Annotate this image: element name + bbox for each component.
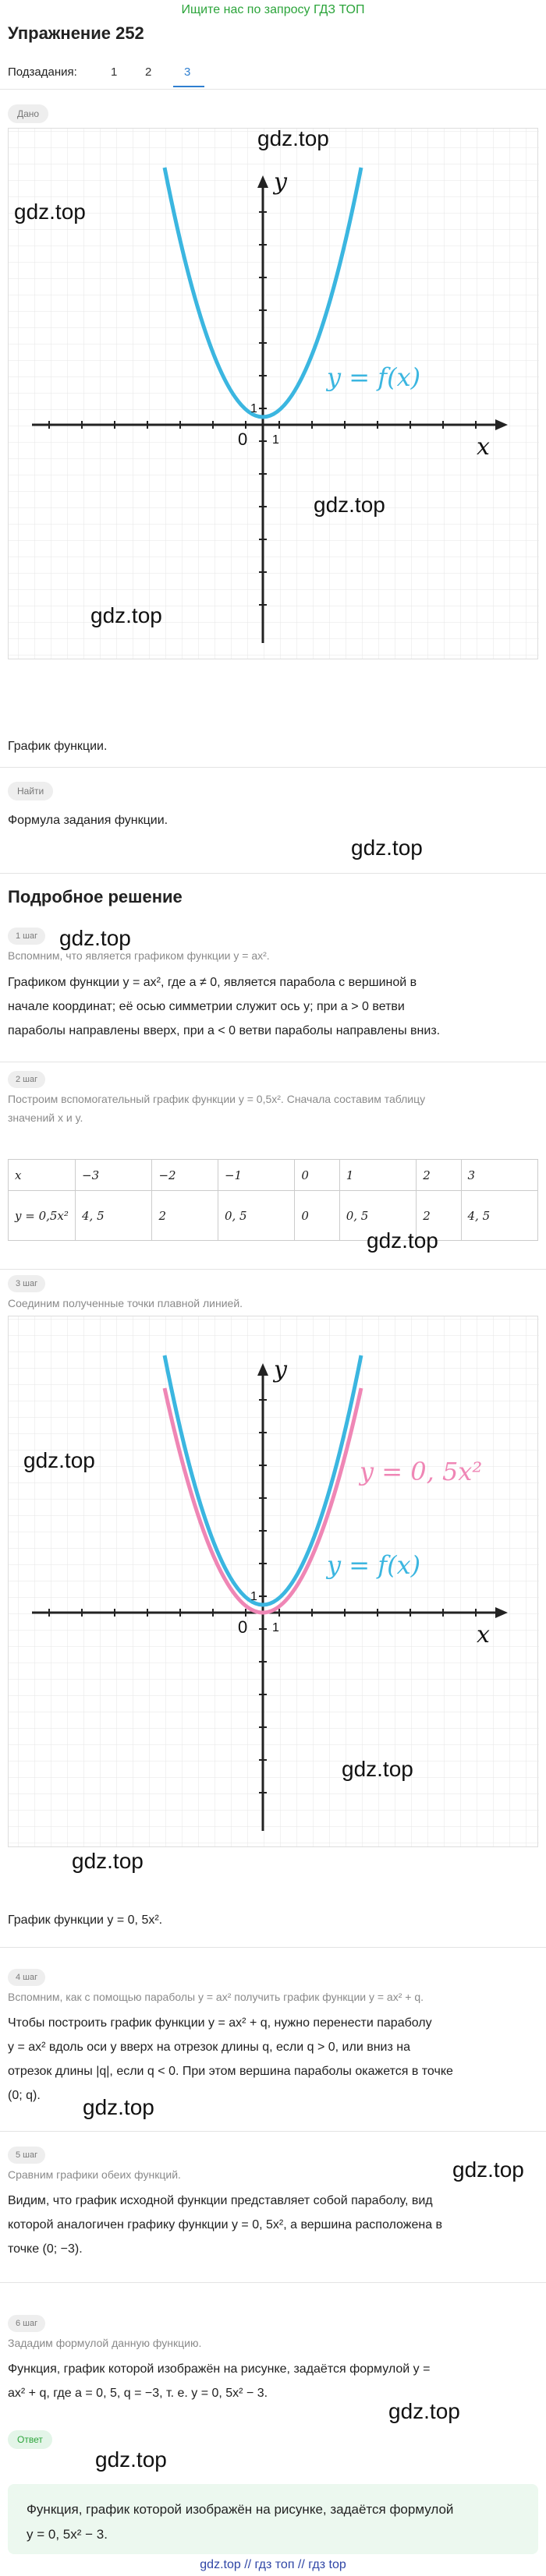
table-cell: x [9, 1160, 76, 1191]
solution-title: Подробное решение [8, 887, 183, 906]
subtask-tab-3[interactable]: 3 [184, 65, 191, 79]
table-cell: 2 [417, 1191, 461, 1241]
step-6-label: 6 шаг [8, 2315, 45, 2332]
watermark: gdz.top [314, 493, 385, 517]
step-5-line-3: точке (0; −3). [8, 2242, 83, 2256]
table-cell: y = 0,5x² [9, 1191, 76, 1241]
table-cell: −1 [218, 1160, 294, 1191]
divider [0, 767, 546, 768]
watermark: gdz.top [59, 926, 131, 950]
divider [0, 2131, 546, 2132]
curve-f-label: y = f(x) [327, 362, 421, 392]
step-4-hint: Вспомним, как с помощью параболы y = ax² получить график функции y = ax² + q. [8, 1991, 424, 2003]
given-label: Дано [8, 104, 48, 123]
step-5-hint: Сравним графики обеих функций. [8, 2168, 181, 2181]
find-label: Найти [8, 782, 53, 800]
subtask-tab-1[interactable]: 1 [111, 65, 118, 79]
y-axis-label: y [274, 168, 287, 196]
watermark: gdz.top [388, 2399, 460, 2423]
divider [0, 873, 546, 874]
aux-graph [8, 1316, 538, 1847]
step-3-label: 3 шаг [8, 1275, 45, 1292]
y-axis-label: y [274, 1356, 287, 1383]
step-6-hint: Зададим формулой данную функцию. [8, 2337, 202, 2349]
x-axis-label: x [477, 433, 490, 461]
watermark: gdz.top [367, 1228, 438, 1253]
curve-f-label: y = f(x) [327, 1550, 421, 1580]
page-title: Упражнение 252 [8, 23, 144, 43]
tick-one-y-label: 1 [250, 402, 257, 415]
subtasks-label: Подзадания: [8, 65, 77, 79]
table-cell: 0, 5 [218, 1191, 294, 1241]
step-5-label: 5 шаг [8, 2147, 45, 2164]
step-1-line-1: Графиком функции y = ax², где a ≠ 0, является парабола с вершиной в [8, 976, 417, 989]
table-cell: 0, 5 [339, 1191, 416, 1241]
tick-one-x-label: 1 [272, 1621, 279, 1634]
step-6-line-1: Функция, график которой изображён на рисунке, задаётся формулой y = [8, 2362, 431, 2376]
watermark: gdz.top [14, 200, 86, 224]
footer-links[interactable]: gdz.top // гдз топ // гдз top [200, 2558, 346, 2571]
watermark: gdz.top [452, 2157, 524, 2182]
curve-aux-label: y = 0, 5x² [360, 1457, 483, 1486]
step-2-label: 2 шаг [8, 1071, 45, 1088]
top-banner: Ищите нас по запросу ГДЗ ТОП [181, 3, 365, 16]
divider [0, 89, 546, 90]
table-cell: 4, 5 [461, 1191, 538, 1241]
step-5-line-2: которой аналогичен графику функции y = 0, 5x², а вершина расположена в [8, 2218, 443, 2231]
watermark: gdz.top [90, 603, 162, 627]
watermark: gdz.top [342, 1757, 413, 1781]
table-cell: 0 [295, 1160, 339, 1191]
answer-line-2: y = 0, 5x² − 3. [27, 2527, 108, 2542]
active-tab-indicator [173, 86, 204, 87]
origin-label: 0 [238, 1617, 248, 1637]
divider [0, 1269, 546, 1270]
subtask-tab-2[interactable]: 2 [145, 65, 152, 79]
step-2-hint-2: значений x и y. [8, 1111, 83, 1124]
step-5-line-1: Видим, что график исходной функции представляет собой параболу, вид [8, 2194, 433, 2207]
watermark: gdz.top [95, 2447, 167, 2472]
table-row [9, 1191, 538, 1241]
aux-graph-svg [9, 1316, 539, 1848]
step-4-line-2: y = ax² вдоль оси y вверх на отрезок длины q, если q > 0, или вниз на [8, 2041, 410, 2054]
step-4-line-1: Чтобы построить график функции y = ax² + q, нужно перенести параболу [8, 2016, 432, 2030]
table-cell: 1 [339, 1160, 416, 1191]
divider [0, 1947, 546, 1948]
step-1-hint: Вспомним, что является графиком функции y = ax². [8, 949, 270, 962]
watermark: gdz.top [351, 836, 423, 860]
step-1-label: 1 шаг [8, 928, 45, 945]
given-caption: График функции. [8, 740, 108, 753]
step-4-label: 4 шаг [8, 1969, 45, 1986]
step-2-hint-1: Построим вспомогательный график функции y = 0,5x². Сначала составим таблицу [8, 1093, 426, 1105]
answer-line-1: Функция, график которой изображён на рисунке, задаётся формулой [27, 2502, 454, 2517]
step-4-line-3: отрезок длины |q|, если q < 0. При этом вершина параболы окажется в точке [8, 2065, 453, 2078]
table-cell: 4, 5 [76, 1191, 152, 1241]
origin-label: 0 [238, 429, 248, 449]
watermark: gdz.top [72, 1849, 144, 1873]
watermark: gdz.top [257, 126, 329, 150]
find-text: Формула задания функции. [8, 814, 168, 827]
table-cell: 2 [152, 1191, 218, 1241]
step-6-line-2: ax² + q, где a = 0, 5, q = −3, т. е. y = 0, 5x² − 3. [8, 2387, 268, 2400]
step-1-line-3: параболы направлены вверх, при a < 0 ветви параболы направлены вниз. [8, 1024, 441, 1037]
given-graph-svg [9, 129, 539, 660]
step-1-line-2: начале координат; её осью симметрии служит ось y; при a > 0 ветви [8, 1000, 405, 1013]
answer-label: Ответ [8, 2430, 52, 2449]
table-cell: 2 [417, 1160, 461, 1191]
table-cell: 3 [461, 1160, 538, 1191]
table-row [9, 1160, 538, 1191]
divider [0, 2282, 546, 2283]
tick-one-y-label: 1 [250, 1590, 257, 1603]
watermark: gdz.top [83, 2095, 154, 2119]
values-table [8, 1159, 538, 1241]
table-cell: −3 [76, 1160, 152, 1191]
x-axis-label: x [477, 1621, 490, 1648]
table-cell: 0 [295, 1191, 339, 1241]
step-3-hint: Соединим полученные точки плавной линией. [8, 1297, 243, 1309]
watermark: gdz.top [23, 1448, 95, 1472]
tick-one-x-label: 1 [272, 433, 279, 447]
step-3-caption: График функции y = 0, 5x². [8, 1913, 163, 1927]
given-graph [8, 128, 538, 659]
step-4-line-4: (0; q). [8, 2089, 41, 2102]
table-cell: −2 [152, 1160, 218, 1191]
